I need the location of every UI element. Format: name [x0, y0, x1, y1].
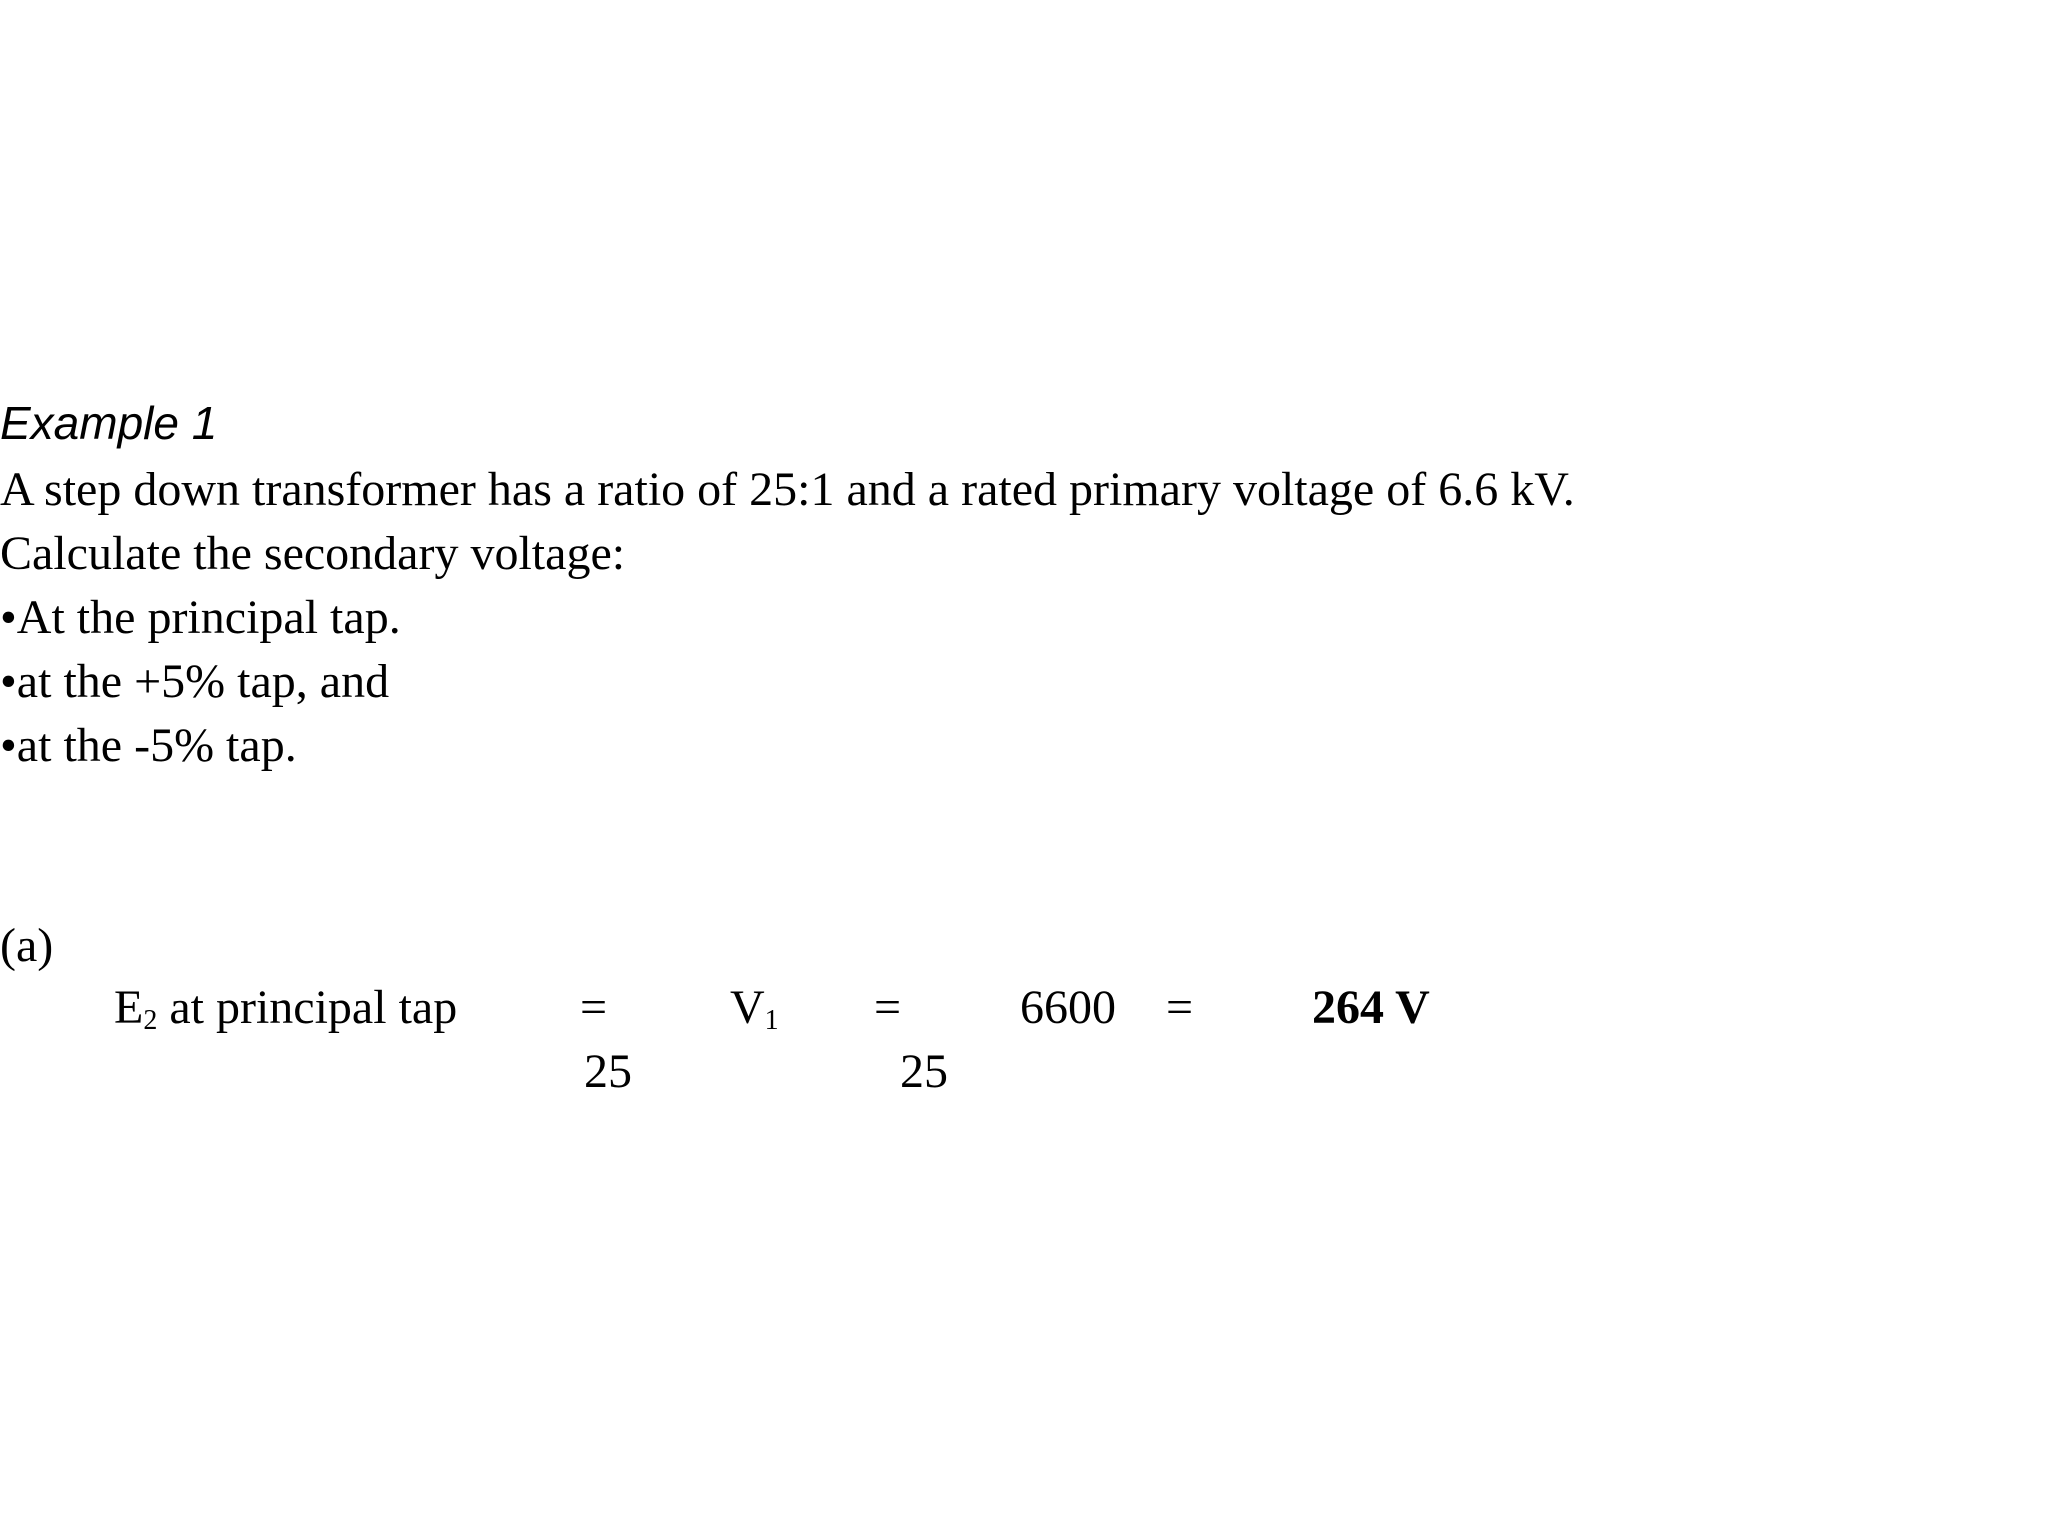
- equals-sign-1: =: [580, 981, 608, 1034]
- denominator-1: 25: [584, 1045, 632, 1098]
- bullet-minus-five-tap: •at the -5% tap.: [0, 719, 297, 772]
- v-subscript: 1: [764, 1005, 779, 1036]
- lhs-symbol: E: [114, 981, 144, 1034]
- bullet-plus-five-tap: •at the +5% tap, and: [0, 655, 390, 708]
- example-title: Example 1: [0, 397, 218, 449]
- lhs-text: at principal tap: [157, 981, 458, 1034]
- result-value: 264 V: [1312, 981, 1430, 1034]
- problem-instruction: Calculate the secondary voltage:: [0, 527, 626, 580]
- equals-sign-3: =: [1166, 981, 1194, 1034]
- denominator-2: 25: [900, 1045, 948, 1098]
- part-label: (a): [0, 919, 54, 972]
- equation-lhs: [114, 980, 457, 1036]
- v-symbol: V: [730, 981, 765, 1034]
- numerator-value: 6600: [1020, 981, 1116, 1034]
- problem-statement: A step down transformer has a ratio of 25:1 and a rated primary voltage of 6.6 kV.: [0, 463, 1575, 516]
- lhs-subscript: 2: [143, 1005, 158, 1036]
- bullet-principal-tap: •At the principal tap.: [0, 591, 401, 644]
- equals-sign-2: =: [874, 981, 902, 1034]
- v1-term: [730, 980, 779, 1036]
